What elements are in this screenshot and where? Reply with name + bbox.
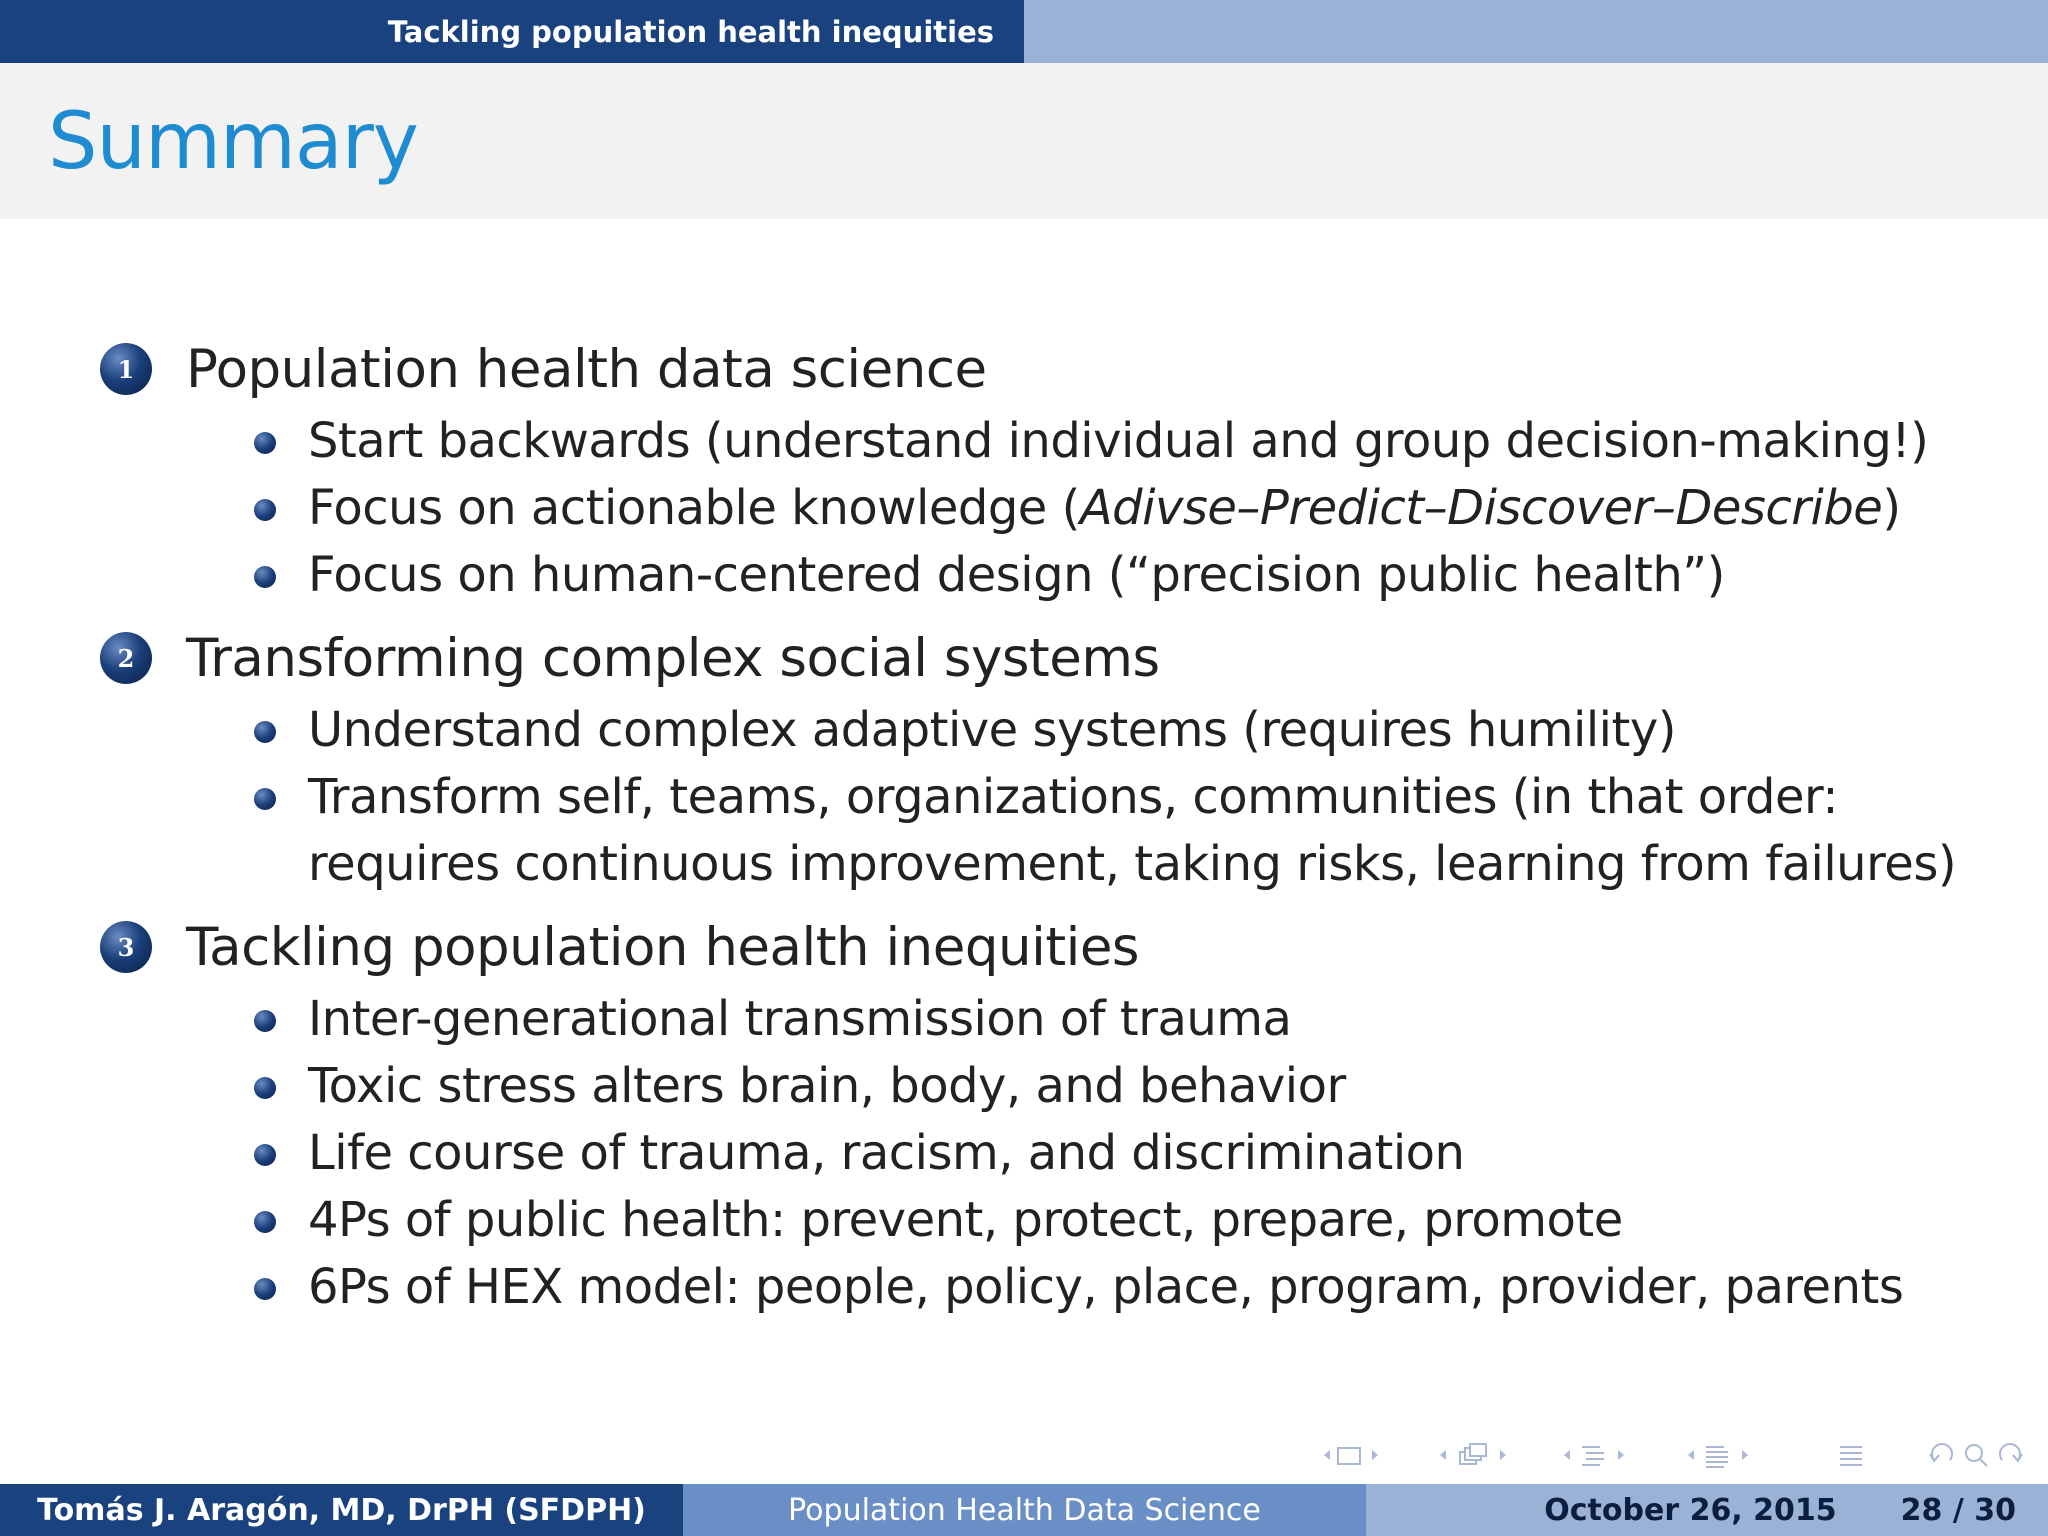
bullet-icon xyxy=(254,788,276,810)
section-title: Tackling population health inequities xyxy=(186,916,1140,978)
nav-section-icon[interactable] xyxy=(1556,1440,1640,1470)
list-item: Start backwards (understand individual and group decision-making!) xyxy=(0,408,2048,475)
section-1 xyxy=(0,330,2048,609)
frame-title-bar xyxy=(0,63,2048,219)
headline-bar xyxy=(0,0,2048,63)
footer-date-page xyxy=(1366,1484,2048,1536)
nav-doc-icon[interactable] xyxy=(1680,1440,1764,1470)
headline-section-title[interactable]: Tackling population health inequities xyxy=(0,0,1024,63)
list-item: 4Ps of public health: prevent, protect, prepare, promote xyxy=(0,1187,2048,1254)
bullet-icon xyxy=(254,1278,276,1300)
list-item: Transform self, teams, organizations, communities (in that order: requires continuous improvement, taking risks, learning from failures) xyxy=(0,764,2048,898)
list-item: Life course of trauma, racism, and discrimination xyxy=(0,1120,2048,1187)
list-item: Understand complex adaptive systems (requires humility) xyxy=(0,697,2048,764)
section-3 xyxy=(0,908,2048,1321)
footer-date: October 26, 2015 xyxy=(1544,1492,1837,1528)
footer-title: Population Health Data Science xyxy=(683,1484,1366,1536)
list-item: Focus on actionable knowledge (Adivse–Predict–Discover–Describe) xyxy=(0,475,2048,542)
list-item: Focus on human-centered design (“precision public health”) xyxy=(0,542,2048,609)
bullet-icon xyxy=(254,1010,276,1032)
nav-align-icon[interactable] xyxy=(1836,1440,1866,1470)
footer-author: Tomás J. Aragón, MD, DrPH (SFDPH) xyxy=(0,1484,683,1536)
bullet-icon xyxy=(254,566,276,588)
nav-back-icon[interactable] xyxy=(1924,1440,1960,1470)
list-item: 6Ps of HEX model: people, policy, place, program, provider, parents xyxy=(0,1254,2048,1321)
section-2 xyxy=(0,619,2048,898)
bullet-icon xyxy=(254,499,276,521)
footer-bar xyxy=(0,1484,2048,1536)
bullet-icon xyxy=(254,432,276,454)
bullet-icon xyxy=(254,1144,276,1166)
list-item: Inter-generational transmission of trauma xyxy=(0,986,2048,1053)
bullet-icon xyxy=(254,721,276,743)
section-title: Population health data science xyxy=(186,338,987,400)
enum-ball-2: 2 xyxy=(100,632,152,684)
section-title: Transforming complex social systems xyxy=(186,627,1160,689)
headline-subsection-area xyxy=(1024,0,2048,63)
bullet-icon xyxy=(254,1077,276,1099)
nav-frame-icon[interactable] xyxy=(1316,1440,1396,1470)
enum-ball-3: 3 xyxy=(100,921,152,973)
nav-search-icon[interactable] xyxy=(1962,1440,2028,1470)
list-item: Toxic stress alters brain, body, and behavior xyxy=(0,1053,2048,1120)
summary-content xyxy=(0,330,2048,1321)
bullet-icon xyxy=(254,1211,276,1233)
footer-page-number: 28 / 30 xyxy=(1900,1492,2016,1528)
nav-subsection-icon[interactable] xyxy=(1432,1440,1524,1470)
enum-ball-1: 1 xyxy=(100,343,152,395)
page-title: Summary xyxy=(48,97,418,187)
